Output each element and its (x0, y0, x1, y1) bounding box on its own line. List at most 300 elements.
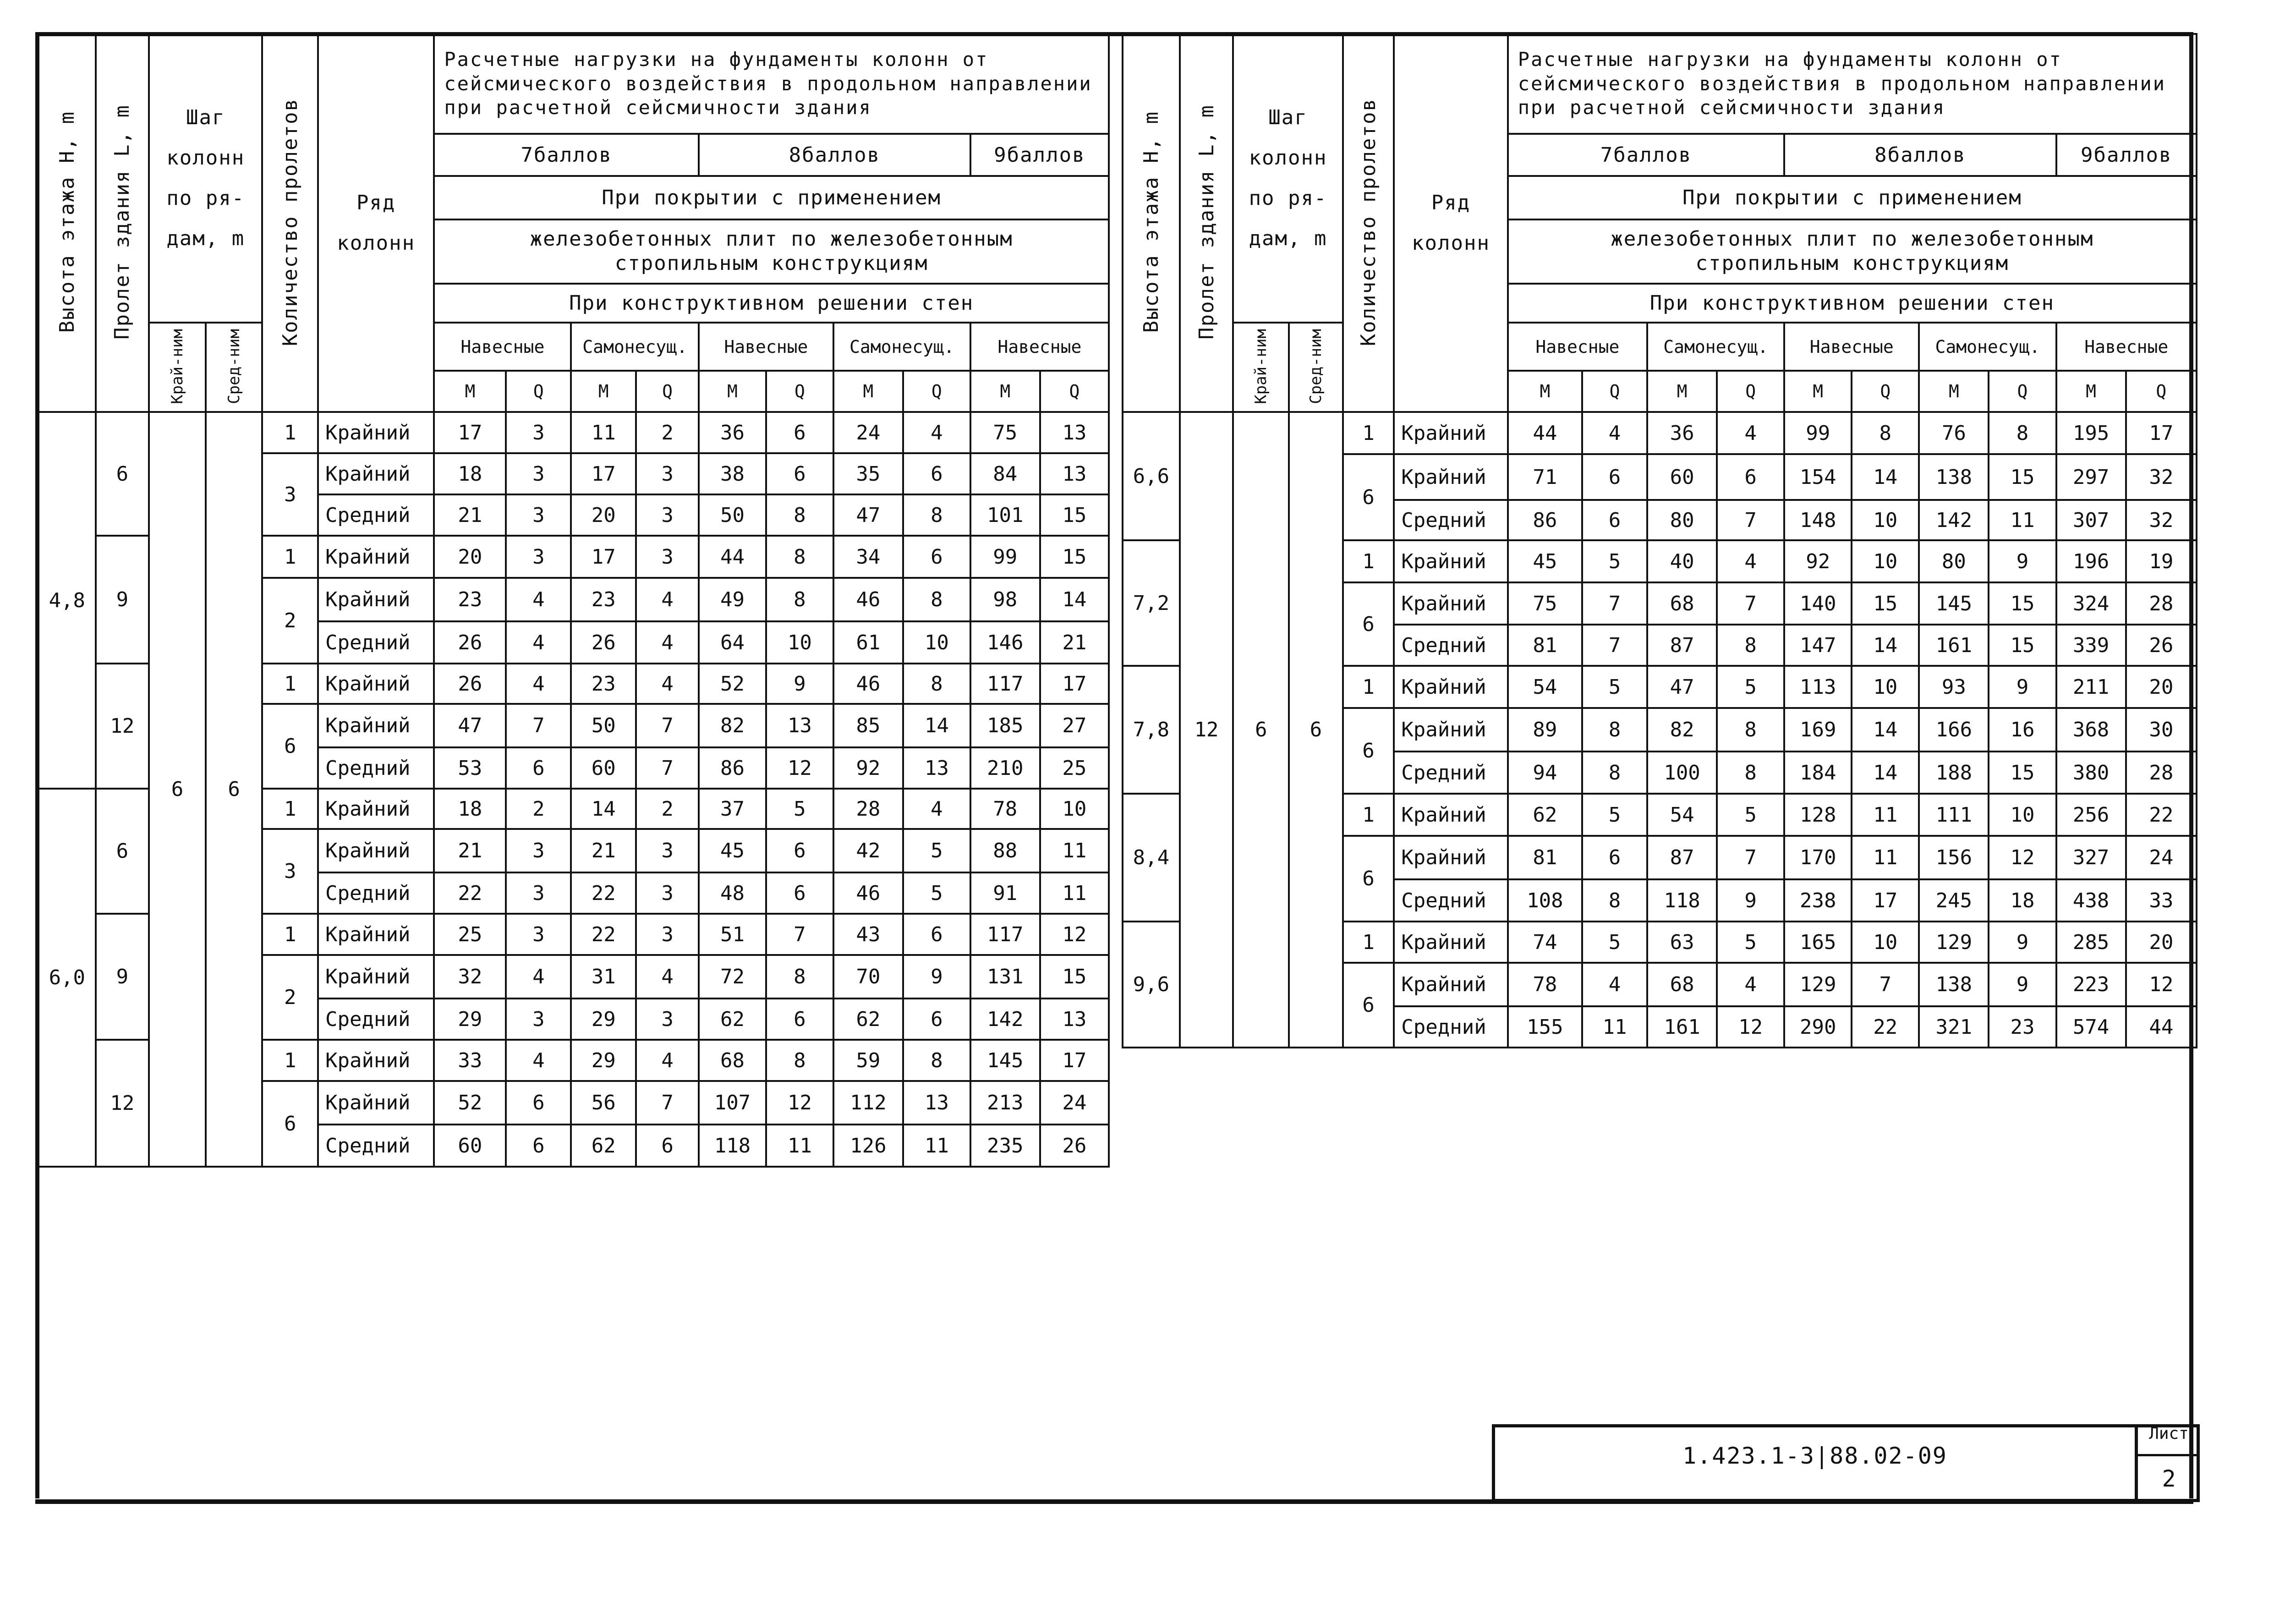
load-value-cell: 74 (1508, 922, 1582, 963)
load-value-cell: 6 (903, 999, 970, 1040)
load-value-cell: 13 (1040, 453, 1109, 494)
load-value-cell: 8 (1852, 412, 1919, 454)
load-value-cell: 5 (1717, 794, 1784, 836)
load-value-cell: 324 (2056, 582, 2126, 625)
load-value-cell: 62 (833, 999, 903, 1040)
column-row-cell: Крайний (1394, 454, 1507, 500)
column-row-cell: Крайний (318, 536, 434, 578)
load-value-cell: 31 (571, 955, 636, 999)
load-value-cell: 2 (636, 789, 699, 829)
slabs-header: железобетонных плит по железобетонным стропильным конструкциям (434, 219, 1109, 284)
column-row-cell: Крайний (1394, 794, 1507, 836)
load-value-cell: 185 (970, 704, 1040, 747)
load-value-cell: 5 (766, 789, 833, 829)
load-value-cell: 47 (833, 494, 903, 536)
load-value-cell: 107 (699, 1081, 766, 1125)
load-value-cell: 47 (434, 704, 506, 747)
load-value-cell: 6 (766, 872, 833, 914)
load-value-cell: 4 (1582, 412, 1647, 454)
middle-header: Сред-ним (1289, 323, 1343, 412)
load-value-cell: 43 (833, 914, 903, 955)
load-value-cell: 26 (2126, 625, 2197, 666)
load-value-cell: 32 (2126, 500, 2197, 540)
storey-height-cell: 4,8 (38, 412, 96, 789)
m-header: M (833, 371, 903, 412)
load-value-cell: 85 (833, 704, 903, 747)
load-value-cell: 22 (1852, 1006, 1919, 1048)
load-value-cell: 45 (1508, 540, 1582, 582)
load-value-cell: 195 (2056, 412, 2126, 454)
load-value-cell: 14 (1852, 454, 1919, 500)
load-value-cell: 14 (903, 704, 970, 747)
load-value-cell: 6 (903, 453, 970, 494)
load-value-cell: 12 (1717, 1006, 1784, 1048)
spacing-middle-cell: 6 (1289, 412, 1343, 1048)
load-value-cell: 46 (833, 578, 903, 621)
column-row-cell: Средний (318, 621, 434, 664)
column-row-cell: Крайний (318, 453, 434, 494)
load-value-cell: 4 (1717, 963, 1784, 1006)
load-value-cell: 9 (1717, 879, 1784, 922)
load-value-cell: 117 (970, 664, 1040, 704)
coverage-header: При покрытии с применением (1508, 176, 2197, 219)
column-spacing-header: Шаг колонн по ря-дам, m (149, 34, 262, 323)
load-value-cell: 6 (1582, 836, 1647, 879)
building-span-cell: 12 (1180, 412, 1233, 1048)
load-value-cell: 28 (2126, 582, 2197, 625)
load-value-cell: 8 (903, 494, 970, 536)
span-count-cell: 1 (262, 1040, 318, 1081)
load-value-cell: 68 (1647, 963, 1717, 1006)
q-header: Q (1852, 371, 1919, 412)
load-value-cell: 38 (699, 453, 766, 494)
load-value-cell: 161 (1647, 1006, 1717, 1048)
load-value-cell: 37 (699, 789, 766, 829)
load-value-cell: 6 (1582, 454, 1647, 500)
load-value-cell: 10 (1852, 540, 1919, 582)
load-value-cell: 29 (571, 999, 636, 1040)
column-row-cell: Крайний (318, 789, 434, 829)
span-count-cell: 1 (262, 536, 318, 578)
load-value-cell: 12 (766, 747, 833, 789)
storey-height-cell: 6,6 (1123, 412, 1180, 540)
load-value-cell: 89 (1508, 708, 1582, 752)
table-row (38, 412, 1109, 453)
load-value-cell: 92 (833, 747, 903, 789)
load-value-cell: 238 (1784, 879, 1852, 922)
load-value-cell: 75 (970, 412, 1040, 453)
storey-height-cell: 8,4 (1123, 794, 1180, 922)
load-value-cell: 8 (766, 1040, 833, 1081)
span-count-cell: 6 (262, 704, 318, 789)
load-value-cell: 6 (506, 747, 571, 789)
q-header: Q (1582, 371, 1647, 412)
load-value-cell: 17 (571, 536, 636, 578)
load-value-cell: 9 (1989, 540, 2056, 582)
load-value-cell: 10 (1852, 922, 1919, 963)
load-value-cell: 46 (833, 872, 903, 914)
column-row-cell: Крайний (318, 412, 434, 453)
span-count-cell: 1 (262, 789, 318, 829)
load-value-cell: 6 (903, 914, 970, 955)
table-row (1123, 412, 2197, 454)
load-value-cell: 101 (970, 494, 1040, 536)
building-span-header: Пролет здания L, m (96, 34, 149, 412)
span-count-cell: 2 (262, 578, 318, 664)
load-value-cell: 438 (2056, 879, 2126, 922)
load-value-cell: 5 (1717, 922, 1784, 963)
load-value-cell: 86 (699, 747, 766, 789)
load-value-cell: 154 (1784, 454, 1852, 500)
load-value-cell: 245 (1919, 879, 1989, 922)
selfbearing-walls-7: Самонесущ. (571, 323, 699, 371)
load-value-cell: 87 (1647, 625, 1717, 666)
load-value-cell: 7 (636, 704, 699, 747)
load-value-cell: 4 (506, 578, 571, 621)
load-value-cell: 146 (970, 621, 1040, 664)
load-value-cell: 70 (833, 955, 903, 999)
load-value-cell: 18 (1989, 879, 2056, 922)
load-value-cell: 14 (1852, 708, 1919, 752)
load-value-cell: 84 (970, 453, 1040, 494)
load-value-cell: 59 (833, 1040, 903, 1081)
load-value-cell: 32 (434, 955, 506, 999)
load-value-cell: 17 (434, 412, 506, 453)
load-value-cell: 112 (833, 1081, 903, 1125)
seismic-7-header: 7баллов (1508, 134, 1784, 176)
load-value-cell: 6 (766, 999, 833, 1040)
load-value-cell: 7 (506, 704, 571, 747)
load-value-cell: 3 (636, 914, 699, 955)
column-row-cell: Средний (1394, 500, 1507, 540)
load-value-cell: 10 (1040, 789, 1109, 829)
load-value-cell: 3 (636, 829, 699, 872)
span-count-cell: 1 (262, 914, 318, 955)
load-value-cell: 40 (1647, 540, 1717, 582)
load-value-cell: 145 (1919, 582, 1989, 625)
load-value-cell: 3 (636, 494, 699, 536)
load-value-cell: 5 (1582, 922, 1647, 963)
load-value-cell: 32 (2126, 454, 2197, 500)
load-value-cell: 7 (1717, 500, 1784, 540)
load-value-cell: 10 (903, 621, 970, 664)
load-value-cell: 36 (699, 412, 766, 453)
load-value-cell: 81 (1508, 836, 1582, 879)
load-value-cell: 26 (434, 664, 506, 704)
span-count-cell: 1 (1343, 922, 1394, 963)
load-value-cell: 8 (1717, 708, 1784, 752)
load-value-cell: 11 (1852, 794, 1919, 836)
load-value-cell: 8 (1582, 879, 1647, 922)
hanging-walls-9: Навесные (2056, 323, 2197, 371)
load-value-cell: 126 (833, 1125, 903, 1167)
load-value-cell: 68 (1647, 582, 1717, 625)
load-value-cell: 4 (636, 664, 699, 704)
load-value-cell: 3 (636, 536, 699, 578)
selfbearing-walls-7: Самонесущ. (1647, 323, 1784, 371)
load-value-cell: 6 (903, 536, 970, 578)
q-header: Q (1040, 371, 1109, 412)
load-value-cell: 339 (2056, 625, 2126, 666)
load-value-cell: 22 (434, 872, 506, 914)
load-value-cell: 24 (833, 412, 903, 453)
column-row-cell: Крайний (318, 664, 434, 704)
hanging-walls-9: Навесные (970, 323, 1109, 371)
load-value-cell: 62 (699, 999, 766, 1040)
load-value-cell: 71 (1508, 454, 1582, 500)
span-count-cell: 3 (262, 829, 318, 914)
hanging-walls-7: Навесные (1508, 323, 1647, 371)
column-row-cell: Крайний (1394, 412, 1507, 454)
column-row-cell: Крайний (318, 1040, 434, 1081)
q-header: Q (506, 371, 571, 412)
m-header: M (699, 371, 766, 412)
span-count-cell: 6 (1343, 836, 1394, 922)
column-row-cell: Крайний (1394, 836, 1507, 879)
load-value-cell: 4 (1717, 412, 1784, 454)
load-value-cell: 11 (571, 412, 636, 453)
left-load-table (38, 33, 1110, 1168)
seismic-9-header: 9баллов (970, 134, 1109, 176)
load-value-cell: 21 (434, 494, 506, 536)
load-value-cell: 100 (1647, 752, 1717, 794)
load-value-cell: 10 (1989, 794, 2056, 836)
load-value-cell: 327 (2056, 836, 2126, 879)
load-value-cell: 188 (1919, 752, 1989, 794)
load-value-cell: 8 (766, 536, 833, 578)
span-count-cell: 6 (1343, 454, 1394, 540)
load-value-cell: 5 (1582, 666, 1647, 708)
load-value-cell: 7 (766, 914, 833, 955)
load-value-cell: 118 (1647, 879, 1717, 922)
document-code: 1.423.1-3|88.02-09 (1682, 1443, 1947, 1469)
column-row-cell: Крайний (1394, 582, 1507, 625)
column-row-header: Ряд колонн (318, 34, 434, 412)
load-value-cell: 47 (1647, 666, 1717, 708)
table-title: Расчетные нагрузки на фундаменты колонн от сейсмического воздействия в продольном направлении при расчетной сейсмичности здания (434, 34, 1109, 134)
span-count-cell: 6 (1343, 708, 1394, 794)
column-spacing-header: Шаг колонн по ря-дам, m (1233, 34, 1343, 323)
load-value-cell: 4 (903, 789, 970, 829)
m-header: M (2056, 371, 2126, 412)
load-value-cell: 26 (434, 621, 506, 664)
load-value-cell: 87 (1647, 836, 1717, 879)
load-value-cell: 62 (1508, 794, 1582, 836)
column-row-cell: Средний (1394, 752, 1507, 794)
load-value-cell: 23 (1989, 1006, 2056, 1048)
load-value-cell: 16 (1989, 708, 2056, 752)
span-count-cell: 1 (1343, 794, 1394, 836)
spacing-edge-cell: 6 (1233, 412, 1289, 1048)
column-row-cell: Средний (318, 747, 434, 789)
building-span-cell: 6 (96, 789, 149, 914)
load-value-cell: 25 (434, 914, 506, 955)
load-value-cell: 3 (506, 999, 571, 1040)
load-value-cell: 15 (1040, 955, 1109, 999)
load-value-cell: 10 (766, 621, 833, 664)
column-row-cell: Средний (318, 872, 434, 914)
span-count-cell: 1 (1343, 540, 1394, 582)
load-value-cell: 17 (1852, 879, 1919, 922)
building-span-header: Пролет здания L, m (1180, 34, 1233, 412)
load-value-cell: 49 (699, 578, 766, 621)
load-value-cell: 62 (571, 1125, 636, 1167)
load-value-cell: 99 (970, 536, 1040, 578)
load-value-cell: 86 (1508, 500, 1582, 540)
load-value-cell: 99 (1784, 412, 1852, 454)
load-value-cell: 380 (2056, 752, 2126, 794)
m-header: M (1919, 371, 1989, 412)
column-row-cell: Крайний (1394, 540, 1507, 582)
load-value-cell: 155 (1508, 1006, 1582, 1048)
load-value-cell: 9 (903, 955, 970, 999)
column-row-cell: Средний (318, 494, 434, 536)
load-value-cell: 60 (571, 747, 636, 789)
selfbearing-walls-8: Самонесущ. (1919, 323, 2056, 371)
load-value-cell: 93 (1919, 666, 1989, 708)
load-value-cell: 35 (833, 453, 903, 494)
load-value-cell: 4 (1582, 963, 1647, 1006)
load-value-cell: 6 (766, 829, 833, 872)
span-count-cell: 6 (1343, 582, 1394, 666)
load-value-cell: 210 (970, 747, 1040, 789)
load-value-cell: 13 (903, 1081, 970, 1125)
load-value-cell: 285 (2056, 922, 2126, 963)
span-count-header: Количество пролетов (262, 34, 318, 412)
load-value-cell: 78 (970, 789, 1040, 829)
selfbearing-walls-8: Самонесущ. (833, 323, 970, 371)
load-value-cell: 131 (970, 955, 1040, 999)
load-value-cell: 118 (699, 1125, 766, 1167)
load-value-cell: 4 (1717, 540, 1784, 582)
load-value-cell: 28 (2126, 752, 2197, 794)
load-value-cell: 113 (1784, 666, 1852, 708)
span-count-cell: 1 (1343, 666, 1394, 708)
load-value-cell: 61 (833, 621, 903, 664)
load-value-cell: 17 (1040, 1040, 1109, 1081)
load-value-cell: 5 (903, 872, 970, 914)
m-header: M (1508, 371, 1582, 412)
load-value-cell: 14 (1852, 752, 1919, 794)
load-value-cell: 21 (1040, 621, 1109, 664)
load-value-cell: 14 (1040, 578, 1109, 621)
building-span-cell: 6 (96, 412, 149, 536)
load-value-cell: 9 (766, 664, 833, 704)
load-value-cell: 138 (1919, 963, 1989, 1006)
load-value-cell: 15 (1040, 536, 1109, 578)
load-value-cell: 91 (970, 872, 1040, 914)
load-value-cell: 297 (2056, 454, 2126, 500)
load-value-cell: 20 (2126, 922, 2197, 963)
load-value-cell: 26 (1040, 1125, 1109, 1167)
load-value-cell: 9 (1989, 922, 2056, 963)
load-value-cell: 4 (636, 578, 699, 621)
span-count-cell: 6 (262, 1081, 318, 1167)
walls-header: При конструктивном решении стен (434, 284, 1109, 323)
load-value-cell: 78 (1508, 963, 1582, 1006)
load-value-cell: 3 (506, 914, 571, 955)
load-value-cell: 94 (1508, 752, 1582, 794)
span-count-cell: 1 (1343, 412, 1394, 454)
load-value-cell: 8 (1582, 708, 1647, 752)
load-value-cell: 54 (1647, 794, 1717, 836)
load-value-cell: 7 (1717, 582, 1784, 625)
load-value-cell: 8 (903, 578, 970, 621)
load-value-cell: 213 (970, 1081, 1040, 1125)
load-value-cell: 23 (571, 578, 636, 621)
load-value-cell: 7 (1852, 963, 1919, 1006)
load-value-cell: 256 (2056, 794, 2126, 836)
load-value-cell: 44 (699, 536, 766, 578)
load-value-cell: 80 (1647, 500, 1717, 540)
load-value-cell: 11 (1040, 872, 1109, 914)
load-value-cell: 4 (506, 1040, 571, 1081)
load-value-cell: 30 (2126, 708, 2197, 752)
load-value-cell: 142 (970, 999, 1040, 1040)
load-value-cell: 17 (2126, 412, 2197, 454)
load-value-cell: 23 (434, 578, 506, 621)
load-value-cell: 7 (1582, 582, 1647, 625)
load-value-cell: 235 (970, 1125, 1040, 1167)
load-value-cell: 6 (766, 453, 833, 494)
load-value-cell: 28 (833, 789, 903, 829)
load-value-cell: 3 (636, 999, 699, 1040)
load-value-cell: 12 (1040, 914, 1109, 955)
edge-header: Край-ним (149, 323, 206, 412)
load-value-cell: 2 (506, 789, 571, 829)
load-value-cell: 8 (766, 578, 833, 621)
column-row-cell: Крайний (318, 829, 434, 872)
storey-height-cell: 6,0 (38, 789, 96, 1167)
load-value-cell: 92 (1784, 540, 1852, 582)
load-value-cell: 321 (1919, 1006, 1989, 1048)
load-value-cell: 81 (1508, 625, 1582, 666)
column-row-cell: Средний (1394, 879, 1507, 922)
load-value-cell: 6 (636, 1125, 699, 1167)
load-value-cell: 4 (506, 955, 571, 999)
load-value-cell: 161 (1919, 625, 1989, 666)
load-value-cell: 140 (1784, 582, 1852, 625)
load-value-cell: 6 (1717, 454, 1784, 500)
sheet-label: Лист (2149, 1424, 2189, 1443)
load-value-cell: 22 (571, 872, 636, 914)
load-value-cell: 147 (1784, 625, 1852, 666)
seismic-8-header: 8баллов (1784, 134, 2056, 176)
column-row-cell: Крайний (1394, 666, 1507, 708)
load-value-cell: 54 (1508, 666, 1582, 708)
load-value-cell: 6 (766, 412, 833, 453)
coverage-header: При покрытии с применением (434, 176, 1109, 219)
load-value-cell: 15 (1989, 582, 2056, 625)
load-value-cell: 4 (636, 955, 699, 999)
span-count-cell: 1 (262, 412, 318, 453)
column-row-cell: Крайний (1394, 708, 1507, 752)
storey-height-cell: 7,8 (1123, 666, 1180, 794)
hanging-walls-7: Навесные (434, 323, 571, 371)
edge-header: Край-ним (1233, 323, 1289, 412)
load-value-cell: 44 (2126, 1006, 2197, 1048)
load-value-cell: 88 (970, 829, 1040, 872)
column-row-cell: Крайний (318, 955, 434, 999)
load-value-cell: 2 (636, 412, 699, 453)
spacing-middle-cell: 6 (206, 412, 263, 1167)
load-value-cell: 129 (1784, 963, 1852, 1006)
load-value-cell: 72 (699, 955, 766, 999)
load-value-cell: 80 (1919, 540, 1989, 582)
load-value-cell: 5 (1582, 794, 1647, 836)
load-value-cell: 44 (1508, 412, 1582, 454)
load-value-cell: 11 (1852, 836, 1919, 879)
